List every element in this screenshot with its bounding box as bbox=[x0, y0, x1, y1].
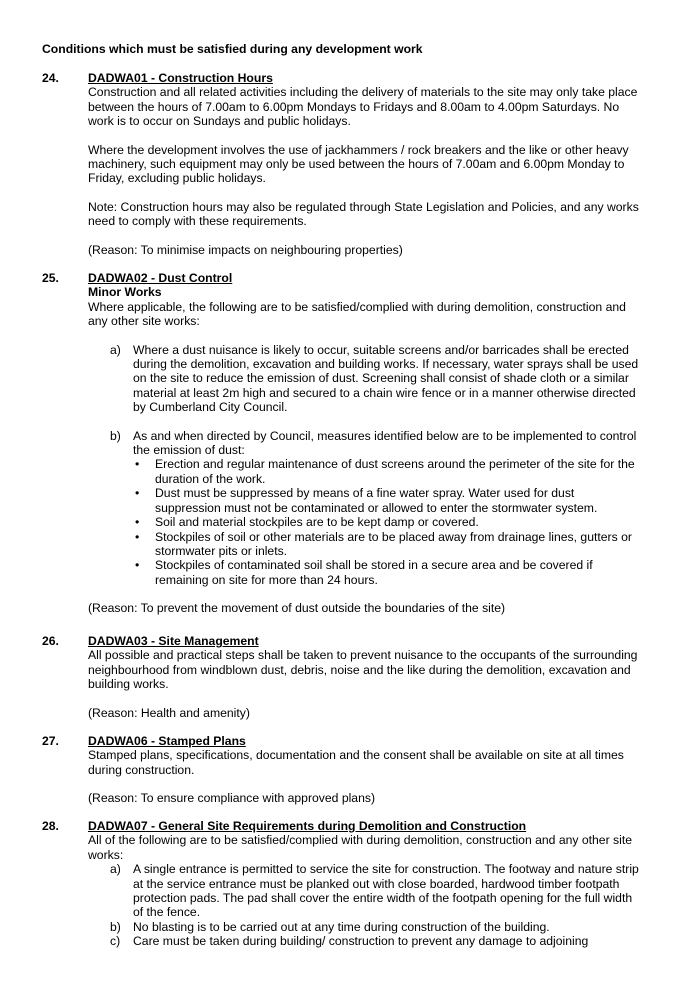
reason-text: (Reason: To ensure compliance with approved plans) bbox=[88, 791, 376, 806]
item-label: b) bbox=[110, 919, 121, 934]
list-item bbox=[88, 343, 643, 415]
item-label: a) bbox=[110, 342, 121, 357]
reason-text: (Reason: To prevent the movement of dust outside the boundaries of the site) bbox=[88, 601, 506, 616]
bullet-item: • Stockpiles of soil or other materials are to be placed away from drainage lines, gutters or stormwater pits or inlets. bbox=[133, 530, 643, 559]
condition-subtitle: Minor Works bbox=[88, 285, 162, 300]
condition-number: 26. bbox=[42, 634, 59, 648]
item-text: Care must be taken during building/ construction to prevent any damage to adjoining bbox=[133, 934, 589, 949]
item-text: Where a dust nuisance is likely to occur, suitable screens and/or barricades shall be erected during the demolition, excavation and building works. If necessary, water sprays shall be used on the site to reduce the emission of dust. Screening shall consist of shade cloth or a similar material at least 2m high and secured to a chain wire fence or in a manner otherwise directed by Cumberland City Council. bbox=[133, 342, 639, 415]
list-item bbox=[88, 429, 643, 587]
condition-number: 27. bbox=[42, 734, 59, 748]
bullet-item: • Soil and material stockpiles are to be kept damp or covered. bbox=[133, 515, 643, 529]
condition-body bbox=[88, 634, 643, 720]
condition-number: 25. bbox=[42, 271, 59, 285]
condition-title: DADWA02 - Dust Control bbox=[88, 271, 233, 285]
item-label: c) bbox=[110, 934, 121, 949]
condition-title: DADWA06 - Stamped Plans bbox=[88, 734, 246, 748]
condition-body bbox=[88, 271, 643, 616]
list-item bbox=[88, 862, 643, 920]
paragraph: All possible and practical steps shall be taken to prevent nuisance to the occupants of the surrounding neighbourhood from windblown dust, debris, noise and the like during the demolition, excavation and building works. bbox=[88, 648, 638, 692]
item-label: b) bbox=[110, 428, 121, 443]
list-item bbox=[88, 934, 643, 948]
condition-body bbox=[88, 819, 643, 949]
condition-title: DADWA03 - Site Management bbox=[88, 634, 259, 648]
paragraph: All of the following are to be satisfied/complied with during demolition, construction and any other site works: bbox=[88, 833, 632, 862]
condition-number: 28. bbox=[42, 819, 59, 833]
condition-body bbox=[88, 734, 643, 806]
condition-title: DADWA01 - Construction Hours bbox=[88, 71, 273, 85]
item-list bbox=[88, 862, 643, 948]
bullet-item: • Stockpiles of contaminated soil shall be stored in a secure area and be covered if remaining on site for more than 24 hours. bbox=[133, 558, 643, 587]
item-text: A single entrance is permitted to service the site for construction. The footway and nature strip at the service entrance must be planked out with close boarded, hardwood timber footpath protection pads. The pad shall cover the entire width of the footpath opening for the full width of the fence. bbox=[133, 862, 639, 920]
item-text: As and when directed by Council, measures identified below are to be implemented to control the emission of dust: bbox=[133, 428, 637, 458]
condition-body bbox=[88, 71, 643, 257]
paragraph: Stamped plans, specifications, documentation and the consent shall be available on site at all times during construction. bbox=[88, 748, 624, 777]
reason-text: (Reason: To minimise impacts on neighbouring properties) bbox=[88, 242, 403, 257]
condition-number: 24. bbox=[42, 71, 59, 85]
reason-text: (Reason: Health and amenity) bbox=[88, 705, 250, 720]
list-item bbox=[88, 920, 643, 934]
condition-title: DADWA07 - General Site Requirements during Demolition and Construction bbox=[88, 819, 527, 833]
paragraph: Where the development involves the use of jackhammers / rock breakers and the like or other heavy machinery, such equipment may only be used between the hours of 7.00am and 6.00pm Monday to Friday, excluding public holidays. bbox=[88, 142, 629, 186]
item-text: No blasting is to be carried out at any time during construction of the building. bbox=[133, 919, 550, 934]
paragraph: Note: Construction hours may also be regulated through State Legislation and Policies, and any works need to comply with these requirements. bbox=[88, 199, 639, 229]
bullet-item: • Dust must be suppressed by means of a fine water spray. Water used for dust suppression must not be contaminated or allowed to enter the stormwater system. bbox=[133, 486, 643, 515]
paragraph: Where applicable, the following are to be satisfied/complied with during demolition, construction and any other site works: bbox=[88, 299, 626, 329]
item-list bbox=[88, 343, 643, 588]
bullet-list bbox=[133, 457, 643, 587]
bullet-item: • Erection and regular maintenance of dust screens around the perimeter of the site for the duration of the work. bbox=[133, 457, 643, 486]
item-label: a) bbox=[110, 862, 121, 877]
section-heading: Conditions which must be satisfied during any development work bbox=[42, 42, 423, 56]
paragraph: Construction and all related activities including the delivery of materials to the site may only take place between the hours of 7.00am to 6.00pm Mondays to Fridays and 8.00am to 4.00pm Saturdays. No work is to occur on Sundays and public holidays. bbox=[88, 85, 638, 129]
